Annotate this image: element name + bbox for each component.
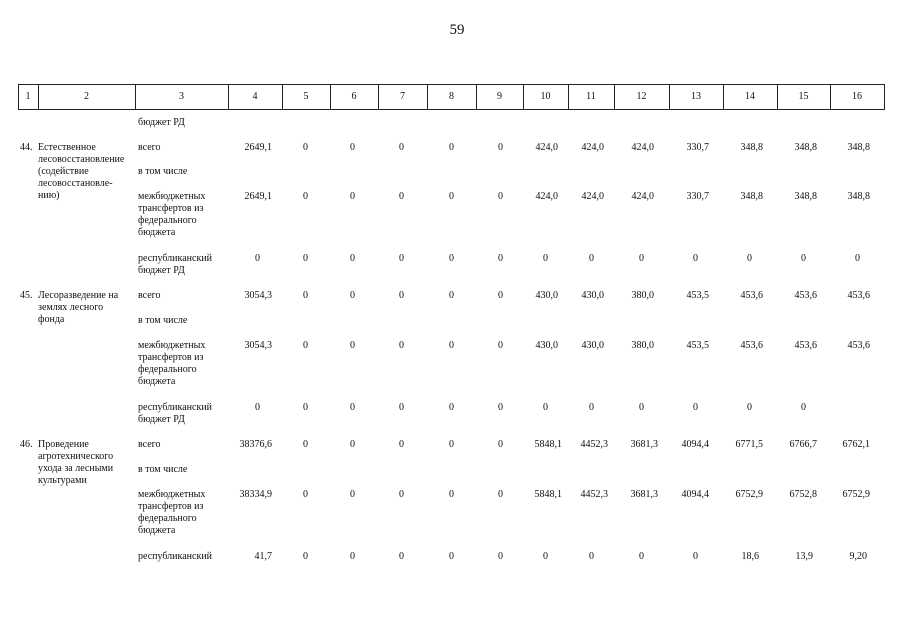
value-cell: 453,6 (794, 290, 817, 301)
value-cell: 0 (498, 142, 503, 153)
value-cell: 6752,9 (735, 489, 763, 500)
value-cell: 0 (639, 253, 644, 264)
value-cell: 0 (693, 253, 698, 264)
value-cell: 3054,3 (244, 290, 272, 301)
value-cell: 0 (399, 253, 404, 264)
value-cell: 424,0 (535, 142, 558, 153)
item-name-line: Лесоразведение на (38, 290, 119, 301)
col-divider (884, 84, 885, 110)
value-cell: 0 (498, 489, 503, 500)
value-cell: 0 (449, 290, 454, 301)
value-cell: 0 (255, 253, 260, 264)
item-name-line: агротехнического (38, 451, 114, 462)
value-cell: 2649,1 (244, 191, 272, 202)
value-cell: 41,7 (254, 551, 272, 562)
header-col-8: 8 (449, 91, 454, 102)
value-cell: 424,0 (631, 142, 654, 153)
value-cell: 348,8 (847, 142, 870, 153)
value-cell: 424,0 (581, 142, 604, 153)
value-cell: 0 (303, 402, 308, 413)
row-source-label: трансфертов из (138, 501, 204, 512)
item-name-line: ухода за лесными (38, 463, 114, 474)
row-source-label: межбюджетных (138, 489, 206, 500)
item-name-line: лесовосстановле- (38, 178, 113, 189)
row-source-label: межбюджетных (138, 191, 206, 202)
header-col-15: 15 (798, 91, 809, 102)
header-col-16: 16 (852, 91, 862, 102)
row-source-label: всего (138, 142, 161, 153)
item-name-line: лесовосстановление (38, 154, 125, 165)
row-source-label: трансфертов из (138, 203, 204, 214)
header-col-7: 7 (400, 91, 405, 102)
value-cell: 0 (543, 253, 548, 264)
value-cell: 0 (639, 402, 644, 413)
header-bottom-border (18, 109, 884, 110)
value-cell: 0 (693, 551, 698, 562)
value-cell: 0 (303, 142, 308, 153)
value-cell: 380,0 (631, 290, 654, 301)
header-col-3: 3 (179, 91, 184, 102)
value-cell: 430,0 (535, 340, 558, 351)
value-cell: 0 (498, 191, 503, 202)
item-name-line: нию) (38, 190, 60, 201)
value-cell: 0 (449, 253, 454, 264)
item-name-line: культурами (38, 475, 87, 486)
value-cell: 453,6 (794, 340, 817, 351)
value-cell: 0 (399, 191, 404, 202)
value-cell: 0 (449, 551, 454, 562)
value-cell: 0 (801, 402, 806, 413)
item-name-line: (содействие (38, 166, 89, 177)
value-cell: 430,0 (581, 290, 604, 301)
item-name-line: Естественное (38, 142, 96, 153)
header-col-11: 11 (586, 91, 596, 102)
item-name-line: Проведение (38, 439, 89, 450)
value-cell: 0 (747, 402, 752, 413)
value-cell: 0 (303, 489, 308, 500)
value-cell: 6771,5 (735, 439, 763, 450)
value-cell: 38334,9 (239, 489, 272, 500)
value-cell: 0 (303, 439, 308, 450)
value-cell: 4094,4 (681, 489, 709, 500)
row-source-label: бюджета (138, 376, 176, 387)
value-cell: 0 (399, 402, 404, 413)
header-col-2: 2 (84, 91, 89, 102)
row-source-label: трансфертов из (138, 352, 204, 363)
item-number: 46. (20, 439, 33, 450)
value-cell: 0 (449, 340, 454, 351)
value-cell: 0 (449, 191, 454, 202)
row-source-label: в том числе (138, 315, 188, 326)
row-source-label: в том числе (138, 464, 188, 475)
value-cell: 348,8 (847, 191, 870, 202)
value-cell: 0 (303, 253, 308, 264)
value-cell: 9,20 (849, 551, 867, 562)
value-cell: 0 (399, 489, 404, 500)
value-cell: 0 (399, 439, 404, 450)
row-source-label: бюджет РД (138, 265, 185, 276)
value-cell: 380,0 (631, 340, 654, 351)
row-source-label: бюджета (138, 227, 176, 238)
value-cell: 0 (350, 340, 355, 351)
row-source-label: бюджет РД (138, 117, 185, 128)
value-cell: 0 (350, 191, 355, 202)
value-cell: 0 (303, 340, 308, 351)
value-cell: 0 (449, 439, 454, 450)
value-cell: 424,0 (581, 191, 604, 202)
header-col-5: 5 (303, 91, 309, 102)
value-cell: 330,7 (686, 142, 709, 153)
row-source-label: республиканский (138, 402, 213, 413)
value-cell: 6752,9 (842, 489, 870, 500)
value-cell: 453,5 (686, 340, 709, 351)
header-col-4: 4 (252, 91, 258, 102)
value-cell: 4452,3 (580, 489, 608, 500)
value-cell: 348,8 (794, 191, 817, 202)
row-source-label: всего (138, 439, 161, 450)
value-cell: 3054,3 (244, 340, 272, 351)
row-source-label: бюджет РД (138, 414, 185, 425)
value-cell: 0 (498, 253, 503, 264)
row-source-label: республиканский (138, 253, 213, 264)
value-cell: 0 (498, 340, 503, 351)
value-cell: 0 (399, 340, 404, 351)
value-cell: 6766,7 (789, 439, 817, 450)
value-cell: 0 (498, 439, 503, 450)
value-cell: 453,6 (740, 340, 763, 351)
value-cell: 0 (693, 402, 698, 413)
value-cell: 3681,3 (630, 439, 658, 450)
header-col-12: 12 (636, 91, 647, 102)
row-source-label: межбюджетных (138, 340, 206, 351)
row-source-label: республиканский (138, 551, 213, 562)
value-cell: 0 (350, 253, 355, 264)
value-cell: 0 (543, 551, 548, 562)
item-number: 45. (20, 290, 33, 301)
value-cell: 0 (589, 253, 594, 264)
page-number: 59 (449, 22, 465, 38)
header-col-1: 1 (25, 91, 31, 102)
value-cell: 0 (498, 402, 503, 413)
value-cell: 18,6 (741, 551, 759, 562)
row-source-label: федерального (138, 364, 197, 375)
value-cell: 0 (498, 290, 503, 301)
value-cell: 0 (747, 253, 752, 264)
value-cell: 430,0 (581, 340, 604, 351)
value-cell: 424,0 (631, 191, 654, 202)
value-cell: 2649,1 (244, 142, 272, 153)
item-number: 44. (20, 142, 33, 153)
value-cell: 330,7 (686, 191, 709, 202)
value-cell: 0 (399, 551, 404, 562)
value-cell: 453,5 (686, 290, 709, 301)
value-cell: 0 (350, 290, 355, 301)
header-col-14: 14 (745, 91, 755, 102)
value-cell: 38376,6 (239, 439, 272, 450)
row-source-label: федерального (138, 513, 197, 524)
value-cell: 6752,8 (789, 489, 817, 500)
value-cell: 0 (303, 191, 308, 202)
value-cell: 0 (449, 489, 454, 500)
value-cell: 0 (303, 551, 308, 562)
value-cell: 0 (589, 402, 594, 413)
value-cell: 0 (449, 402, 454, 413)
value-cell: 0 (255, 402, 260, 413)
value-cell: 424,0 (535, 191, 558, 202)
header-col-10: 10 (540, 91, 551, 102)
row-source-label: всего (138, 290, 161, 301)
value-cell: 0 (801, 253, 806, 264)
value-cell: 0 (350, 402, 355, 413)
value-cell: 0 (303, 290, 308, 301)
value-cell: 348,8 (740, 142, 763, 153)
value-cell: 0 (350, 489, 355, 500)
value-cell: 0 (498, 551, 503, 562)
value-cell: 0 (449, 142, 454, 153)
value-cell: 453,6 (847, 340, 870, 351)
value-cell: 0 (589, 551, 594, 562)
value-cell: 0 (350, 142, 355, 153)
item-name-line: землях лесного (38, 302, 104, 313)
value-cell: 6762,1 (842, 439, 870, 450)
item-name-line: фонда (38, 314, 65, 325)
value-cell: 0 (399, 290, 404, 301)
value-cell: 0 (350, 439, 355, 450)
value-cell: 348,8 (740, 191, 763, 202)
value-cell: 3681,3 (630, 489, 658, 500)
value-cell: 0 (543, 402, 548, 413)
value-cell: 453,6 (847, 290, 870, 301)
value-cell: 13,9 (795, 551, 813, 562)
row-source-label: федерального (138, 215, 197, 226)
value-cell: 4094,4 (681, 439, 709, 450)
row-source-label: в том числе (138, 166, 188, 177)
row-source-label: бюджета (138, 525, 176, 536)
header-top-border (18, 84, 884, 85)
value-cell: 0 (350, 551, 355, 562)
value-cell: 0 (399, 142, 404, 153)
value-cell: 430,0 (535, 290, 558, 301)
value-cell: 4452,3 (580, 439, 608, 450)
value-cell: 0 (639, 551, 644, 562)
header-col-13: 13 (691, 91, 701, 102)
value-cell: 348,8 (794, 142, 817, 153)
value-cell: 453,6 (740, 290, 763, 301)
value-cell: 0 (855, 253, 860, 264)
value-cell: 5848,1 (534, 489, 562, 500)
value-cell: 5848,1 (534, 439, 562, 450)
header-col-9: 9 (497, 91, 502, 102)
header-col-6: 6 (351, 91, 357, 102)
